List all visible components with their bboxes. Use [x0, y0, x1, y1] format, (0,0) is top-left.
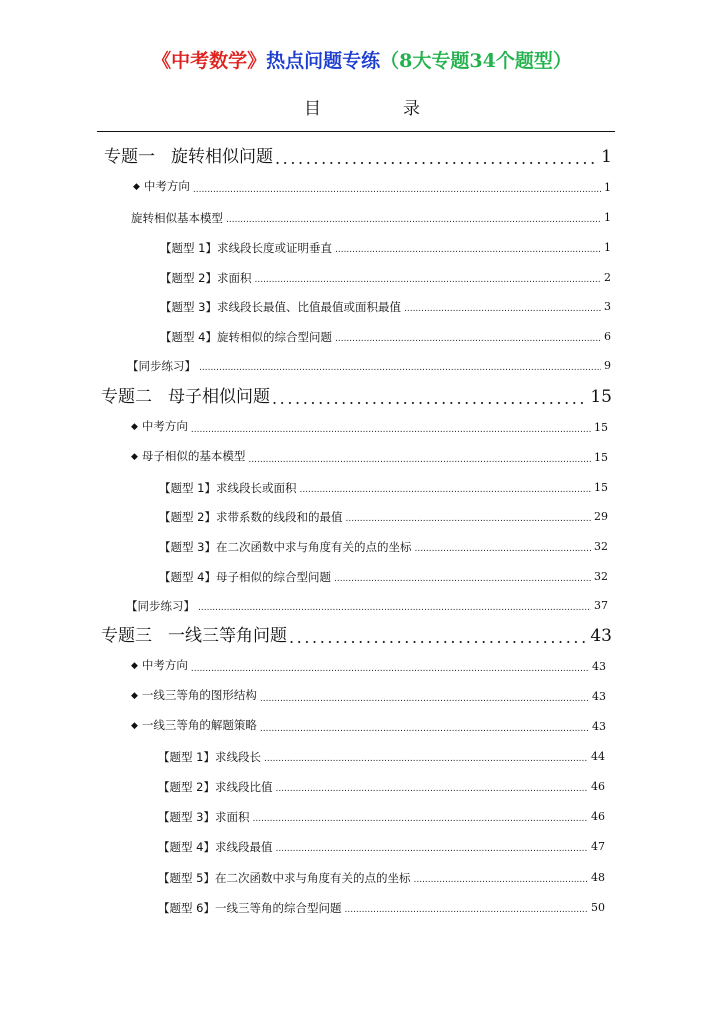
diamond-bullet-icon: ◆	[131, 661, 138, 671]
toc-page-number: 37	[594, 599, 608, 612]
toc-entry-section[interactable]	[131, 659, 606, 675]
toc-entry-label: 【题型 2】求面积	[160, 271, 252, 285]
toc-entry-subsection[interactable]	[160, 240, 611, 256]
title-part-green: （8大专题34个题型）	[380, 50, 572, 72]
toc-heading	[0, 94, 724, 119]
dot-leader	[414, 543, 591, 555]
toc-entry-label: 专题二 母子相似问题	[101, 387, 270, 407]
toc-entry-subsection[interactable]	[159, 569, 608, 585]
toc-entry-section[interactable]	[133, 180, 611, 196]
dot-leader	[252, 813, 588, 825]
dot-leader	[404, 303, 601, 315]
toc-entry-subsection[interactable]	[158, 779, 605, 795]
toc-entry-label: 【题型 6】一线三等角的综合型问题	[158, 901, 342, 915]
toc-entry-section[interactable]	[131, 689, 606, 705]
dot-leader	[275, 783, 588, 795]
dot-leader	[226, 214, 601, 226]
toc-page-number: 47	[591, 840, 605, 853]
toc-page-number: 29	[594, 510, 608, 523]
toc-entry-chapter[interactable]	[104, 146, 612, 168]
dot-leader	[335, 333, 601, 345]
toc-heading-char-1: 目	[304, 99, 321, 119]
toc-page-number: 43	[590, 626, 612, 646]
toc-entry-subsection[interactable]	[160, 270, 611, 286]
dot-leader	[275, 150, 597, 168]
toc-page-number: 1	[604, 181, 611, 194]
toc-page-number: 50	[591, 901, 605, 914]
title-part-red: 《中考数学》	[152, 50, 267, 72]
toc-page-number: 1	[604, 241, 611, 254]
toc-entry-chapter[interactable]	[101, 625, 612, 647]
toc-entry-label: 旋转相似基本模型	[131, 211, 223, 225]
toc-entry-subsection[interactable]	[160, 299, 611, 315]
toc-entry-section[interactable]	[131, 420, 608, 436]
dot-leader	[264, 753, 588, 765]
dot-leader	[344, 904, 588, 916]
dot-leader	[193, 184, 601, 196]
toc-page-number: 46	[591, 810, 605, 823]
toc-entry-label: 【同步练习】	[127, 359, 196, 373]
toc-page-number: 44	[591, 750, 605, 763]
dot-leader	[272, 390, 586, 408]
toc-entry-subsection[interactable]	[158, 749, 605, 765]
toc-entry-subsection[interactable]	[158, 839, 605, 855]
toc-entry-section[interactable]	[131, 210, 611, 226]
toc-page-number: 32	[594, 570, 608, 583]
toc-entry-label: ◆ 中考方向	[131, 419, 188, 433]
toc-entry-label: 专题三 一线三等角问题	[101, 626, 287, 646]
toc-page-number: 43	[592, 690, 606, 703]
toc-entry-label: 【题型 1】求线段长	[158, 750, 261, 764]
toc-page-number: 3	[604, 300, 611, 313]
diamond-bullet-icon: ◆	[131, 452, 138, 462]
toc-entry-subsection[interactable]	[158, 809, 605, 825]
toc-entry-label: ◆ 母子相似的基本模型	[131, 449, 246, 463]
dot-leader	[275, 843, 588, 855]
toc-page-number: 15	[594, 481, 608, 494]
toc-page-number: 6	[604, 330, 611, 343]
toc-page-number: 43	[592, 720, 606, 733]
toc-page-number: 46	[591, 780, 605, 793]
toc-entry-label: 【同步练习】	[126, 599, 195, 613]
toc-heading-char-2: 录	[403, 99, 420, 119]
diamond-bullet-icon: ◆	[131, 721, 138, 731]
toc-entry-label: ◆ 中考方向	[131, 658, 188, 672]
dot-leader	[335, 244, 601, 256]
toc-page-number: 9	[604, 359, 611, 372]
toc-page-number: 15	[590, 387, 612, 407]
toc-entry-label: 【题型 5】在二次函数中求与角度有关的点的坐标	[158, 871, 411, 885]
toc-entry-subsection[interactable]	[158, 870, 605, 886]
toc-entry-subsection[interactable]	[159, 539, 608, 555]
toc-entry-label: ◆ 一线三等角的解题策略	[131, 718, 257, 732]
toc-entry-section[interactable]	[131, 450, 608, 466]
dot-leader	[334, 573, 591, 585]
toc-page-number: 2	[604, 271, 611, 284]
toc-entry-subsection[interactable]	[159, 509, 608, 525]
toc-page-number: 48	[591, 871, 605, 884]
dot-leader	[345, 513, 591, 525]
dot-leader	[413, 874, 588, 886]
toc-entry-section[interactable]	[126, 598, 608, 614]
toc-entry-label: 【题型 3】求线段长最值、比值最值或面积最值	[160, 300, 401, 314]
toc-entry-section[interactable]	[131, 719, 606, 735]
diamond-bullet-icon: ◆	[131, 691, 138, 701]
title-part-blue: 热点问题专练	[266, 50, 381, 72]
dot-leader	[198, 602, 591, 614]
toc-entry-label: 【题型 4】母子相似的综合型问题	[159, 570, 331, 584]
toc-entry-label: 【题型 1】求线段长或面积	[159, 481, 297, 495]
toc-page-number: 32	[594, 540, 608, 553]
diamond-bullet-icon: ◆	[131, 422, 138, 432]
dot-leader	[191, 663, 589, 675]
toc-page-number: 1	[604, 211, 611, 224]
dot-leader	[248, 454, 591, 466]
toc-page-number: 15	[594, 421, 608, 434]
dot-leader	[289, 629, 586, 647]
dot-leader	[299, 484, 591, 496]
toc-entry-subsection[interactable]	[158, 900, 605, 916]
dot-leader	[260, 693, 589, 705]
toc-entry-subsection[interactable]	[160, 329, 611, 345]
toc-entry-label: 【题型 3】在二次函数中求与角度有关的点的坐标	[159, 540, 412, 554]
toc-entry-label: ◆ 一线三等角的图形结构	[131, 688, 257, 702]
toc-entry-subsection[interactable]	[159, 480, 608, 496]
toc-entry-label: 【题型 3】求面积	[158, 810, 250, 824]
toc-page-number: 1	[601, 147, 612, 167]
document-title	[0, 46, 724, 73]
toc-entry-label: 专题一 旋转相似问题	[104, 147, 273, 167]
toc-page-number: 43	[592, 660, 606, 673]
toc-entry-label: 【题型 4】求线段最值	[158, 840, 273, 854]
toc-entry-label: 【题型 2】求带系数的线段和的最值	[159, 510, 343, 524]
toc-entry-label: 【题型 1】求线段长度或证明垂直	[160, 241, 332, 255]
dot-leader	[254, 274, 601, 286]
toc-entry-label: 【题型 2】求线段比值	[158, 780, 273, 794]
dot-leader	[199, 362, 601, 374]
toc-page-number: 15	[594, 451, 608, 464]
diamond-bullet-icon: ◆	[133, 182, 140, 192]
toc-entry-label: 【题型 4】旋转相似的综合型问题	[160, 330, 332, 344]
dot-leader	[191, 424, 591, 436]
toc-entry-section[interactable]	[127, 358, 611, 374]
toc-entry-label: ◆ 中考方向	[133, 179, 190, 193]
toc-entry-chapter[interactable]	[101, 386, 612, 408]
dot-leader	[260, 723, 589, 735]
heading-divider	[97, 131, 615, 132]
